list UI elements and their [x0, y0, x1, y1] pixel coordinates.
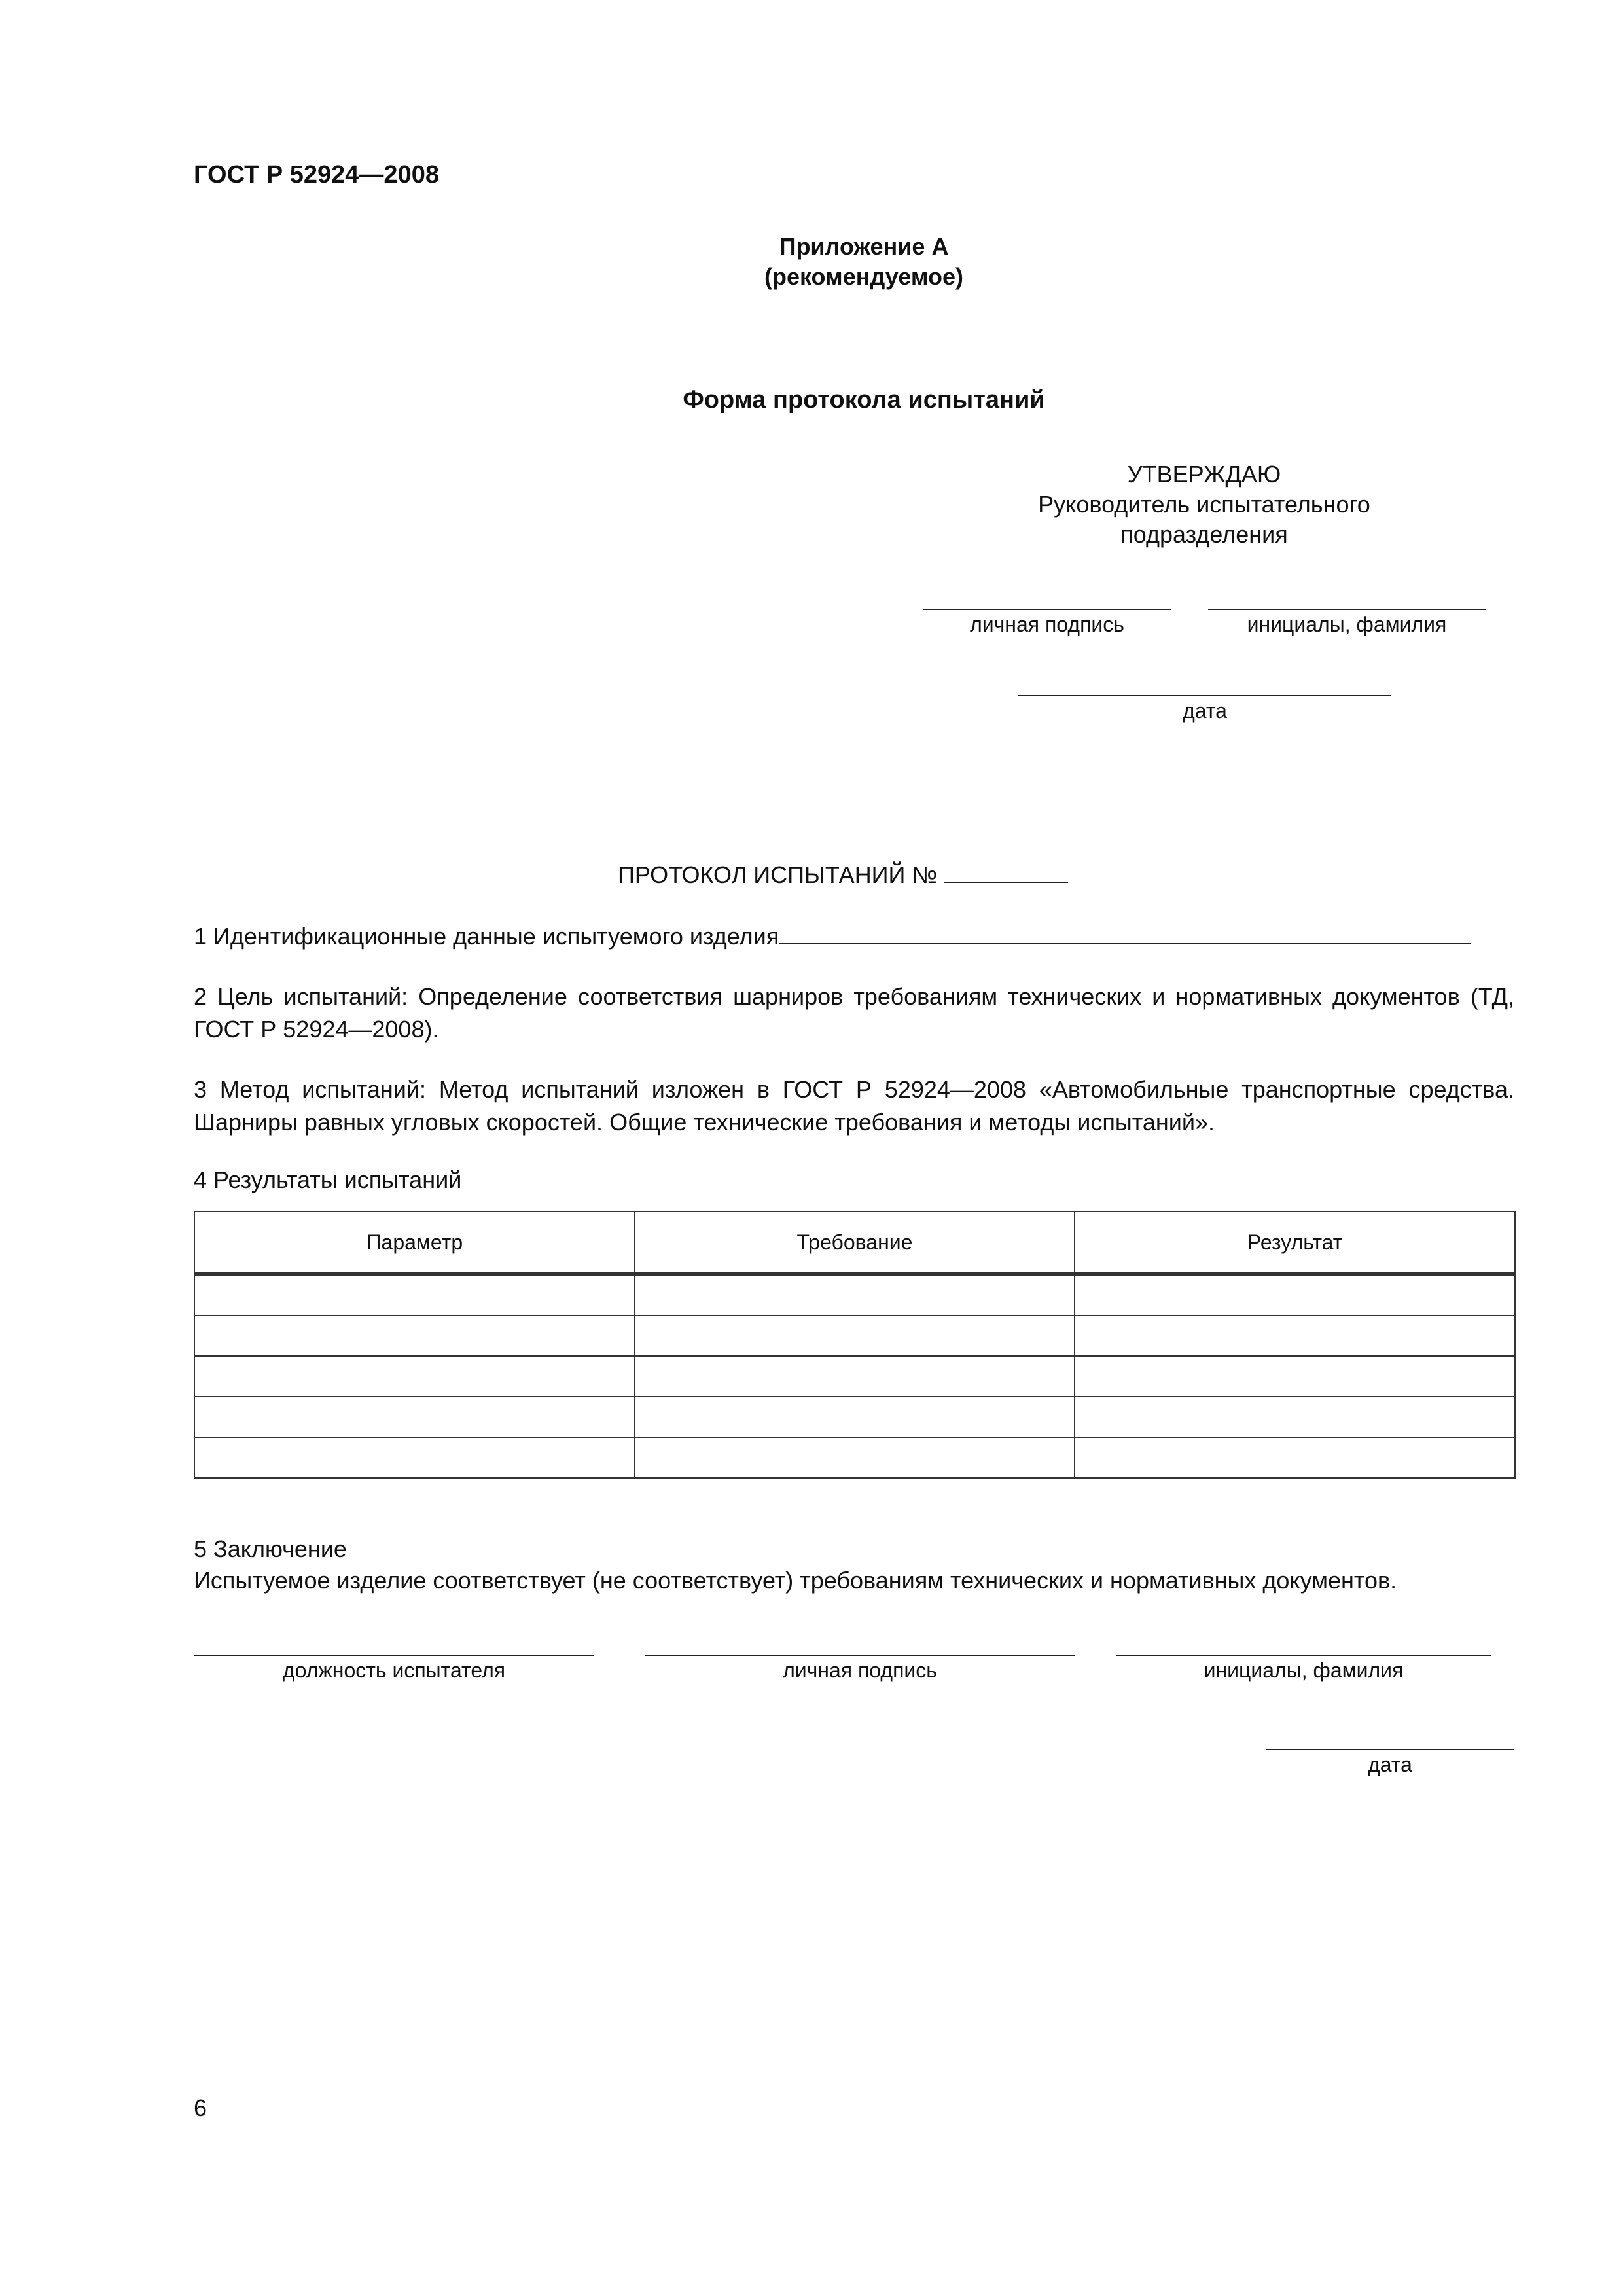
table-cell[interactable]	[635, 1437, 1075, 1478]
approver-name-caption: инициалы, фамилия	[1247, 613, 1447, 636]
table-cell[interactable]	[1075, 1274, 1515, 1316]
item-1	[194, 923, 1516, 950]
date-caption: дата	[1368, 1753, 1412, 1776]
approver-signature-line	[923, 609, 1171, 610]
item-5-title: 5 Заключение	[194, 1535, 347, 1562]
approver-role-line2: подразделения	[1120, 521, 1288, 548]
approver-role-line1: Руководитель испытательного	[1038, 491, 1370, 518]
page-number: 6	[194, 2094, 207, 2121]
table-cell[interactable]	[194, 1356, 635, 1397]
table-cell[interactable]	[1075, 1397, 1515, 1437]
protocol-number-field[interactable]	[944, 862, 1068, 883]
item-3-text: 3 Метод испытаний: Метод испытаний изложен в ГОСТ Р 52924—2008 «Автомобильные транспортные средства. Шарниры равных угловых скоростей. Общие технические требования и методы испытаний».	[194, 1076, 1514, 1136]
appendix-title: Приложение А	[779, 233, 949, 260]
table-cell[interactable]	[194, 1274, 635, 1316]
item-4-title: 4 Результаты испытаний	[194, 1166, 462, 1193]
item-1-text: 1 Идентификационные данные испытуемого изделия	[194, 923, 779, 950]
signature-caption: личная подпись	[783, 1659, 937, 1682]
item-5-text: Испытуемое изделие соответствует (не соответствует) требованиям технических и нормативных документов.	[194, 1567, 1397, 1594]
column-header-result: Результат	[1075, 1211, 1515, 1274]
approve-word: УТВЕРЖДАЮ	[1127, 461, 1281, 488]
table-row	[194, 1437, 1515, 1478]
table-cell[interactable]	[635, 1397, 1075, 1437]
table-cell[interactable]	[194, 1397, 635, 1437]
form-title: Форма протокола испытаний	[683, 386, 1045, 414]
table-row	[194, 1356, 1515, 1397]
table-cell[interactable]	[635, 1356, 1075, 1397]
table-cell[interactable]	[194, 1316, 635, 1356]
approval-date-line	[1018, 695, 1391, 696]
approver-signature-caption: личная подпись	[970, 613, 1124, 636]
protocol-title	[618, 861, 1068, 889]
results-table	[194, 1211, 1516, 1479]
approval-date-caption: дата	[1183, 699, 1227, 723]
table-cell[interactable]	[1075, 1437, 1515, 1478]
table-cell[interactable]	[194, 1437, 635, 1478]
table-row	[194, 1274, 1515, 1316]
position-caption: должность испытателя	[282, 1659, 506, 1682]
name-line	[1116, 1655, 1491, 1656]
item-1-field[interactable]	[779, 924, 1471, 944]
document-code: ГОСТ Р 52924—2008	[194, 161, 439, 188]
protocol-title-text: ПРОТОКОЛ ИСПЫТАНИЙ №	[618, 861, 938, 888]
signature-line	[645, 1655, 1075, 1656]
item-2-text: 2 Цель испытаний: Определение соответствия шарниров требованиям технических и нормативных документов (ТД, ГОСТ Р 52924—2008).	[194, 983, 1514, 1043]
table-cell[interactable]	[635, 1274, 1075, 1316]
column-header-requirement: Требование	[635, 1211, 1075, 1274]
table-cell[interactable]	[1075, 1356, 1515, 1397]
table-row	[194, 1397, 1515, 1437]
appendix-type: (рекомендуемое)	[764, 263, 963, 290]
date-line	[1266, 1749, 1514, 1750]
approver-name-line	[1208, 609, 1486, 610]
column-header-parameter: Параметр	[194, 1211, 635, 1274]
position-line	[194, 1655, 594, 1656]
table-cell[interactable]	[1075, 1316, 1515, 1356]
name-caption: инициалы, фамилия	[1204, 1659, 1404, 1682]
table-cell[interactable]	[635, 1316, 1075, 1356]
table-header-row	[194, 1211, 1515, 1274]
table-row	[194, 1316, 1515, 1356]
